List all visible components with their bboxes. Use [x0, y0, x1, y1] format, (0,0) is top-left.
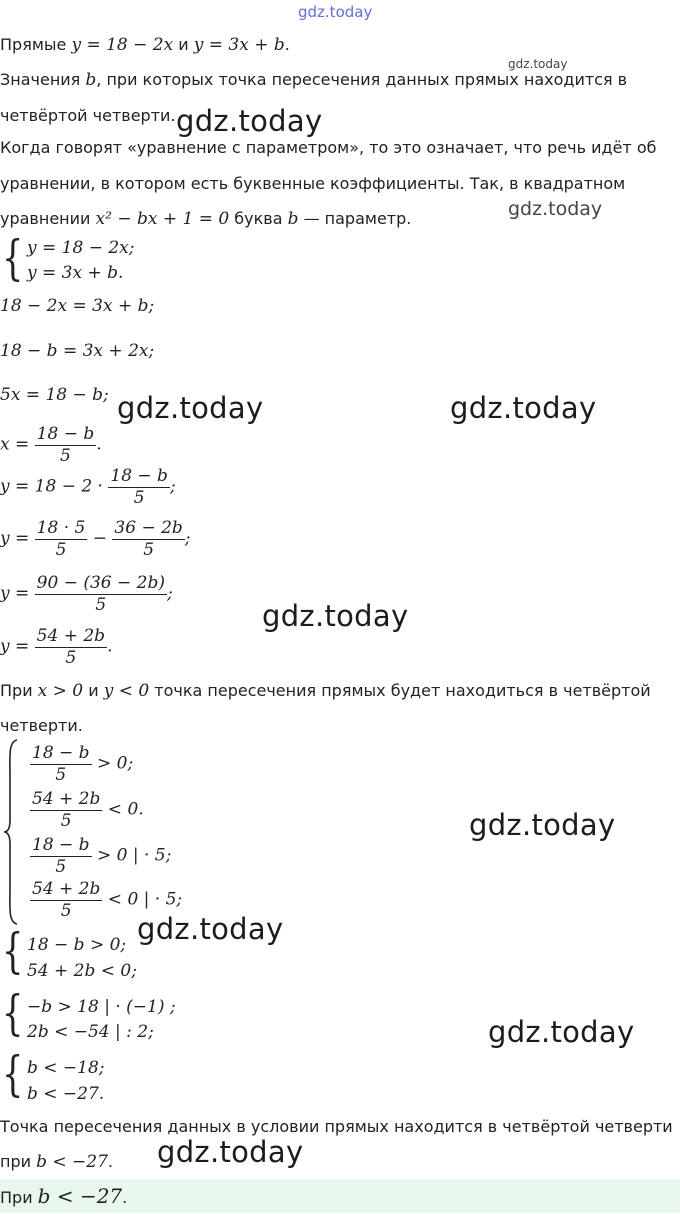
watermark-8: gdz.today	[157, 1135, 304, 1169]
x-tail: .	[96, 434, 102, 455]
y2-fraction-1	[35, 518, 88, 560]
system-2-row-1: 18 − b > 0;	[27, 935, 127, 955]
x-expression	[0, 424, 102, 466]
explanation-line-3-mid: буква	[229, 209, 288, 228]
answer-end: .	[122, 1188, 128, 1207]
condition-line-2-rest: , при которых точка пересечения данных прямых находится в	[96, 70, 628, 89]
big-row-3-denominator: 5	[55, 857, 67, 877]
y3-numerator: 90 − (36 − 2b)	[36, 573, 166, 593]
y2-fraction-2	[112, 518, 184, 560]
y2-operator: −	[92, 528, 107, 549]
explanation-line-3-end: — параметр.	[298, 209, 412, 228]
condition-eq-2: y = 3x + b	[193, 35, 285, 55]
answer-prefix: При	[0, 1188, 38, 1207]
system-4-brace: {	[2, 1046, 24, 1102]
explanation-line-3	[0, 209, 411, 229]
big-system-row-3	[30, 835, 171, 877]
watermark-small-1: gdz.today	[508, 57, 568, 71]
final-end: .	[107, 1152, 114, 1171]
y4-tail: .	[107, 636, 113, 657]
condition-prefix: Прямые	[0, 35, 72, 54]
cond-x: x > 0	[37, 681, 84, 701]
x-numerator: 18 − b	[36, 424, 95, 444]
equation-2: 18 − b = 3x + 2x;	[0, 341, 155, 361]
watermark-1: gdz.today	[176, 104, 323, 138]
system-3-row-1: −b > 18 | · (−1) ;	[27, 997, 176, 1017]
cond-rest: точка пересечения прямых будет находиться в четвёртой	[149, 681, 651, 700]
answer-math: b < −27	[37, 1184, 123, 1208]
system-1-row-2: y = 3x + b.	[27, 263, 124, 283]
system-4-row-1: b < −18;	[27, 1058, 105, 1078]
big-system-brace	[2, 738, 22, 926]
system-4-row-2: b < −27.	[27, 1084, 105, 1104]
big-system-row-2	[30, 789, 144, 831]
watermark-5: gdz.today	[469, 808, 616, 842]
y2-lhs: y =	[0, 528, 30, 549]
watermark-3: gdz.today	[450, 391, 597, 425]
big-row-2-denominator: 5	[60, 811, 72, 831]
condition-eq-1: y = 18 − 2x	[71, 35, 174, 55]
cond-and: и	[83, 681, 104, 700]
condition-line-1	[0, 35, 290, 55]
y2-tail: ;	[184, 528, 191, 549]
equation-3: 5x = 18 − b;	[0, 385, 109, 405]
y3-denominator: 5	[95, 595, 107, 615]
big-row-4-denominator: 5	[60, 901, 72, 921]
answer-line	[0, 1186, 127, 1208]
y3-fraction	[35, 573, 167, 615]
big-row-2-tail: < 0.	[107, 799, 144, 820]
big-row-3-numerator: 18 − b	[32, 835, 90, 855]
condition-line-2	[0, 70, 627, 90]
y-expression-2	[0, 518, 191, 560]
system-1-row-1: y = 18 − 2x;	[27, 238, 135, 258]
y-expression-1	[0, 466, 176, 508]
explanation-line-2: уравнении, в котором есть буквенные коэффициенты. Так, в квадратном	[0, 174, 626, 193]
y1-tail: ;	[169, 476, 176, 497]
explanation-var-b: b	[287, 209, 299, 229]
equation-1: 18 − 2x = 3x + b;	[0, 296, 155, 316]
system-2-brace: {	[2, 923, 24, 979]
system-1-brace: {	[2, 230, 24, 286]
system-3-brace: {	[2, 985, 24, 1041]
y4-denominator: 5	[65, 648, 77, 668]
system-2-row-2: 54 + 2b < 0;	[27, 961, 137, 981]
big-row-2-fraction	[30, 789, 102, 831]
y-expression-4	[0, 626, 112, 668]
final-line-2	[0, 1152, 113, 1172]
y2-denominator-2: 5	[143, 540, 155, 560]
big-row-1-fraction	[30, 743, 92, 785]
y4-numerator: 54 + 2b	[36, 626, 106, 646]
y2-denominator-1: 5	[55, 540, 67, 560]
x-fraction	[35, 424, 97, 466]
condition-and: и	[173, 35, 194, 54]
watermark-7: gdz.today	[488, 1015, 635, 1049]
cond-y: y < 0	[103, 681, 150, 701]
condition-line-2-prefix: Значения	[0, 70, 86, 89]
condition-line-3: четвёртой четверти.	[0, 106, 176, 125]
big-row-3-fraction	[30, 835, 92, 877]
big-row-4-numerator: 54 + 2b	[32, 879, 101, 899]
x-lhs: x =	[0, 434, 30, 455]
big-row-3-tail: > 0 | · 5;	[96, 845, 172, 866]
y1-lhs: y = 18 − 2 ·	[0, 476, 103, 497]
big-system-row-1	[30, 743, 133, 785]
y1-denominator: 5	[133, 488, 145, 508]
condition-sentence-line-1	[0, 681, 651, 701]
watermark-top: gdz.today	[298, 3, 373, 21]
cond-prefix: При	[0, 681, 38, 700]
y4-lhs: y =	[0, 636, 30, 657]
big-row-4-tail: < 0 | · 5;	[107, 889, 183, 910]
big-row-4-fraction	[30, 879, 102, 921]
condition-end: .	[284, 35, 290, 54]
final-line-1: Точка пересечения данных в условии прямых находится в четвёртой четверти	[0, 1117, 673, 1136]
big-row-2-numerator: 54 + 2b	[32, 789, 101, 809]
explanation-line-3-prefix: уравнении	[0, 209, 96, 228]
watermark-2: gdz.today	[117, 391, 264, 425]
y1-numerator: 18 − b	[110, 466, 168, 486]
big-row-1-denominator: 5	[55, 765, 67, 785]
explanation-quadratic: x² − bx + 1 = 0	[95, 209, 230, 229]
x-denominator: 5	[60, 446, 71, 466]
big-row-1-tail: > 0;	[96, 753, 134, 774]
final-prefix: при	[0, 1152, 37, 1171]
condition-var-b: b	[85, 70, 97, 90]
explanation-line-1: Когда говорят «уравнение с параметром», то это означает, что речь идёт об	[0, 138, 657, 157]
big-row-1-numerator: 18 − b	[32, 743, 90, 763]
y2-numerator-2: 36 − 2b	[114, 518, 183, 538]
y-expression-3	[0, 573, 173, 615]
watermark-6: gdz.today	[137, 912, 284, 946]
y2-numerator-1: 18 · 5	[36, 518, 86, 538]
condition-sentence-line-2: четверти.	[0, 716, 83, 735]
y4-fraction	[35, 626, 107, 668]
y3-tail: ;	[167, 583, 173, 604]
final-math: b < −27	[36, 1152, 108, 1172]
y1-fraction	[108, 466, 170, 508]
watermark-4: gdz.today	[262, 599, 409, 633]
watermark-small-2: gdz.today	[508, 198, 603, 220]
y3-lhs: y =	[0, 583, 30, 604]
system-3-row-2: 2b < −54 | : 2;	[27, 1022, 154, 1042]
